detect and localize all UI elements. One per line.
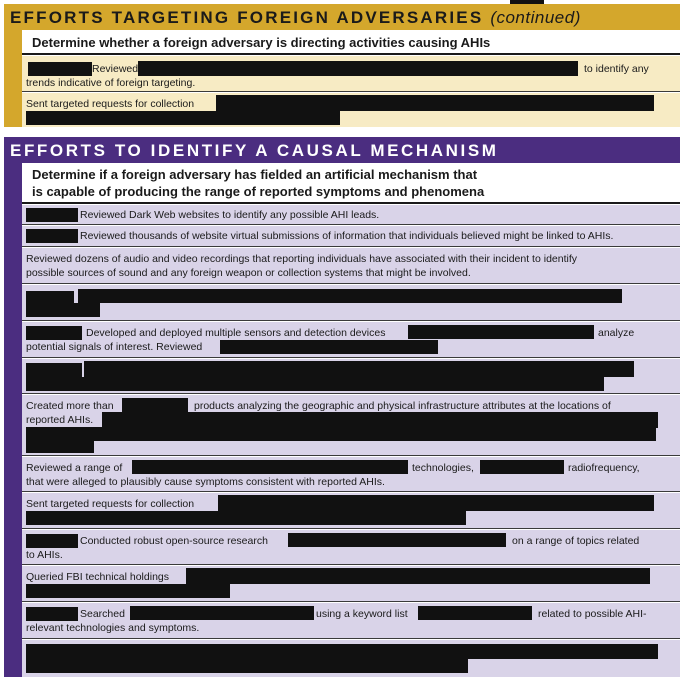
title-suffix: (continued) (490, 8, 581, 27)
redaction-bar (78, 289, 622, 303)
list-item: Reviewed Dark Web websites to identify any possible AHI leads. (22, 205, 680, 225)
section-subtitle: Determine if a foreign adversary has fielded an artificial mechanism that is capable of producing the range of reported symptoms and phenomena (22, 163, 680, 204)
redaction-bar (84, 361, 634, 377)
redaction-bar (102, 412, 658, 428)
redaction-bar (288, 533, 506, 547)
redaction-bar (26, 303, 100, 317)
redaction-bar (26, 511, 466, 525)
redaction-bar (408, 325, 594, 339)
redaction-bar (26, 427, 656, 441)
redaction-bar (26, 229, 78, 243)
list-item: Reviewed to identify any trends indicative of foreign targeting. (22, 56, 680, 92)
list-item: Reviewed thousands of website virtual submissions of information that individuals believed might be linked to AHIs. (22, 226, 680, 247)
redaction-bar (26, 584, 230, 598)
list-item: Conducted robust open-source research on a range of topics related to AHIs. (22, 530, 680, 565)
section-accent-bar (4, 163, 22, 677)
redaction-bar (138, 61, 578, 76)
redaction-bar (130, 606, 314, 620)
redaction-bar (218, 495, 654, 511)
section-subtitle: Determine whether a foreign adversary is directing activities causing AHIs (22, 31, 680, 55)
redaction-bar (26, 659, 468, 673)
list-item (22, 285, 680, 321)
redaction-bar (26, 377, 604, 391)
section-title: EFFORTS TARGETING FOREIGN ADVERSARIES (continued) (10, 8, 581, 27)
list-item: Reviewed dozens of audio and video recordings that reporting individuals have associated with their incident to identify possible sources of sound and any foreign weapon or collection systems that might be involved. (22, 248, 680, 284)
redaction-bar (26, 326, 82, 340)
redaction-bar (26, 111, 340, 125)
redaction-bar (132, 460, 408, 474)
redaction-bar (26, 208, 78, 222)
redaction-bar (26, 441, 94, 453)
redaction-bar (216, 95, 654, 111)
section-header (4, 4, 680, 30)
list-item: Created more than products analyzing the geographic and physical infrastructure attributes at the locations of reported AHIs. (22, 395, 680, 456)
section-title: EFFORTS TO IDENTIFY A CAUSAL MECHANISM (10, 141, 499, 160)
redaction-bar (220, 340, 438, 354)
redaction-bar (418, 606, 532, 620)
redaction-bar (26, 534, 78, 548)
redaction-bar (480, 460, 564, 474)
list-item: Sent targeted requests for collection (22, 493, 680, 529)
section-foreign-adversaries (4, 4, 680, 127)
redaction-bar (26, 644, 658, 659)
list-item (22, 359, 680, 394)
list-item: Developed and deployed multiple sensors and detection devices analyze potential signals of interest. Reviewed (22, 322, 680, 358)
list-item (22, 640, 680, 677)
list-item: Reviewed a range of technologies, radiofrequency, that were alleged to plausibly cause symptoms consistent with reported AHIs. (22, 457, 680, 492)
redaction-bar (26, 607, 78, 621)
list-item: Queried FBI technical holdings (22, 566, 680, 602)
redaction-bar (28, 62, 92, 76)
section-accent-bar (4, 30, 22, 127)
section-header (4, 137, 680, 163)
redaction-bar (122, 398, 188, 412)
section-causal-mechanism (4, 137, 680, 677)
redaction-bar (26, 363, 82, 377)
list-item: Searched using a keyword list related to possible AHI- relevant technologies and symptoms. (22, 603, 680, 639)
list-item: Sent targeted requests for collection (22, 93, 680, 127)
redaction-bar (186, 568, 650, 584)
